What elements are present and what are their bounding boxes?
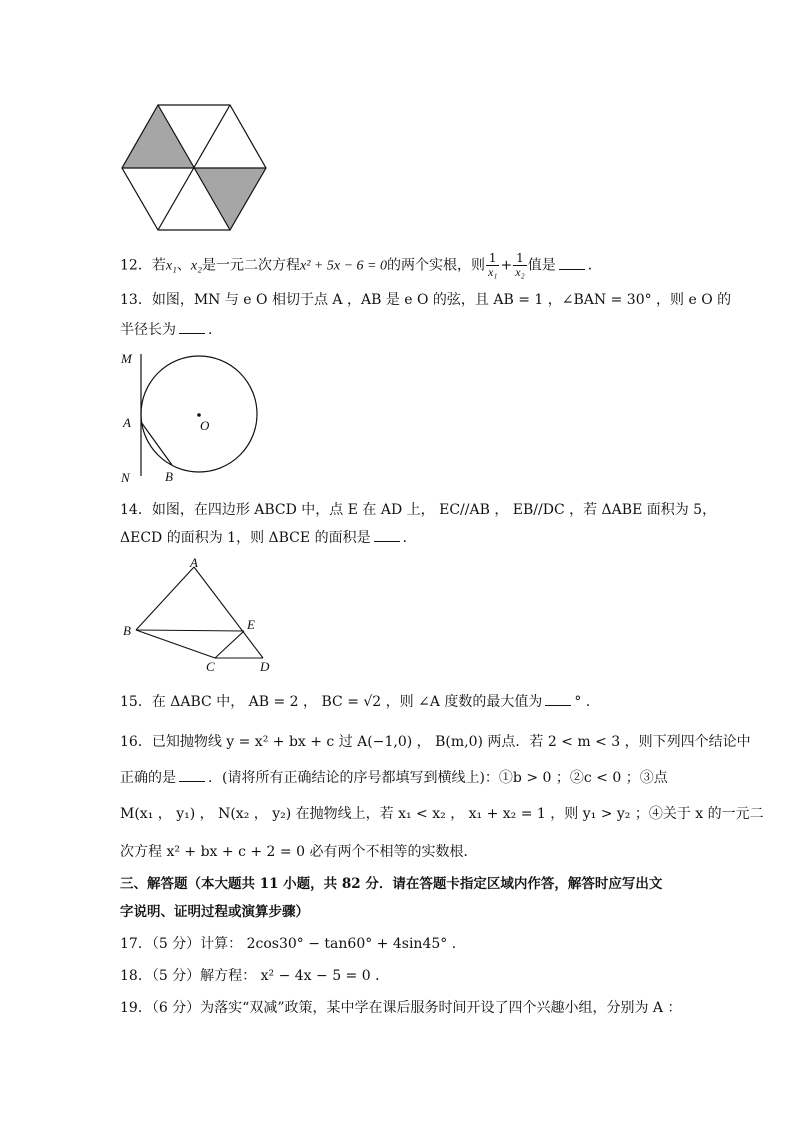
answer-blank xyxy=(374,529,400,542)
seg-ab xyxy=(136,567,194,630)
label-a: A xyxy=(190,555,198,570)
seg-be xyxy=(136,630,244,631)
hex-shaded-bottom-right xyxy=(194,168,266,230)
question-17: 17．（5 分）计算： 2cos30° − tan60° + 4sin45° ． xyxy=(120,936,466,952)
answer-blank xyxy=(559,257,585,270)
fraction-1-over-x1: $\frac{1}{\text{x₁}}$ xyxy=(487,251,498,279)
label-b: B xyxy=(123,623,131,638)
label-n: N xyxy=(121,470,130,485)
seg-bc xyxy=(136,630,215,658)
label-b: B xyxy=(165,469,173,484)
label-d: D xyxy=(260,659,270,674)
question-14-line1: 14．如图，在四边形 ABCD 中，点 E 在 AD 上， EC//AB ， EB//DC ，若 ΔABE 面积为 5， xyxy=(120,502,717,518)
answer-blank xyxy=(179,769,205,782)
question-13-line1: 13．如图，MN 与 e O 相切于点 A ，AB 是 e O 的弦，且 AB = 1 ，∠BAN = 30° ，则 e O 的 xyxy=(120,292,732,308)
question-16-line4: 次方程 x² + bx + c + 2 = 0 必有两个不相等的实数根． xyxy=(120,844,478,860)
seg-ce xyxy=(215,631,244,658)
hex-shaded-top-left xyxy=(122,105,194,168)
seg-ad xyxy=(194,567,263,658)
question-13-line2: 半径长为 ． xyxy=(120,322,222,338)
label-c: C xyxy=(206,659,215,674)
label-m: M xyxy=(121,351,132,366)
label-o: O xyxy=(200,418,210,433)
chord-ab xyxy=(141,422,172,465)
section-3-heading-line1: 三、解答题（本大题共 11 小题，共 82 分．请在答题卡指定区域内作答，解答时应写出文 xyxy=(120,876,663,892)
question-16-line1: 16．已知抛物线 y = x² + bx + c 过 A(−1,0) ， B(m,0) 两点．若 2 < m < 3 ，则下列四个结论中 xyxy=(120,734,751,750)
question-15: 15．在 ΔABC 中， AB = 2 ， BC = √2 ，则 ∠A 度数的最大值为 ° ． xyxy=(120,694,600,710)
quadrilateral-figure xyxy=(118,555,283,677)
answer-blank xyxy=(179,321,205,334)
fraction-1-over-x2: $\frac{1}{\text{x₂}}$ xyxy=(515,251,525,279)
question-19: 19．（6 分）为落实“双减”政策，某中学在课后服务时间开设了四个兴趣小组，分别为 A ： xyxy=(120,1000,682,1016)
center-dot xyxy=(197,413,201,417)
answer-blank xyxy=(545,693,571,706)
label-e: E xyxy=(247,617,255,632)
question-16-line3: M(x₁ ， y₁) ， N(x₂ ， y₂) 在抛物线上，若 x₁ < x₂ ， x₁ + x₂ = 1 ，则 y₁ > y₂ ；④关于 x 的一元二 xyxy=(120,806,764,822)
hexagon-figure xyxy=(118,100,270,234)
question-18: 18．（5 分）解方程： x² − 4x − 5 = 0 ． xyxy=(120,968,390,984)
question-14-line2: ΔECD 的面积为 1，则 ΔBCE 的面积是 ． xyxy=(120,530,417,546)
question-16-line2: 正确的是 ．(请将所有正确结论的序号都填写到横线上)：①b > 0 ；②c < 0 ；③点 xyxy=(120,770,668,786)
section-3-heading-line2: 字说明、证明过程或演算步骤） xyxy=(120,904,309,920)
label-a: A xyxy=(123,415,131,430)
question-12: 12．若x₁、x₂是一元二次方程x² + 5x − 6 = 0的两个实根，则 $\frac{1}{\text{x₁}}$ + $\frac{1}{\text{x₂}}$ 值是 ． xyxy=(120,251,602,279)
circle-tangent-figure xyxy=(115,348,265,488)
